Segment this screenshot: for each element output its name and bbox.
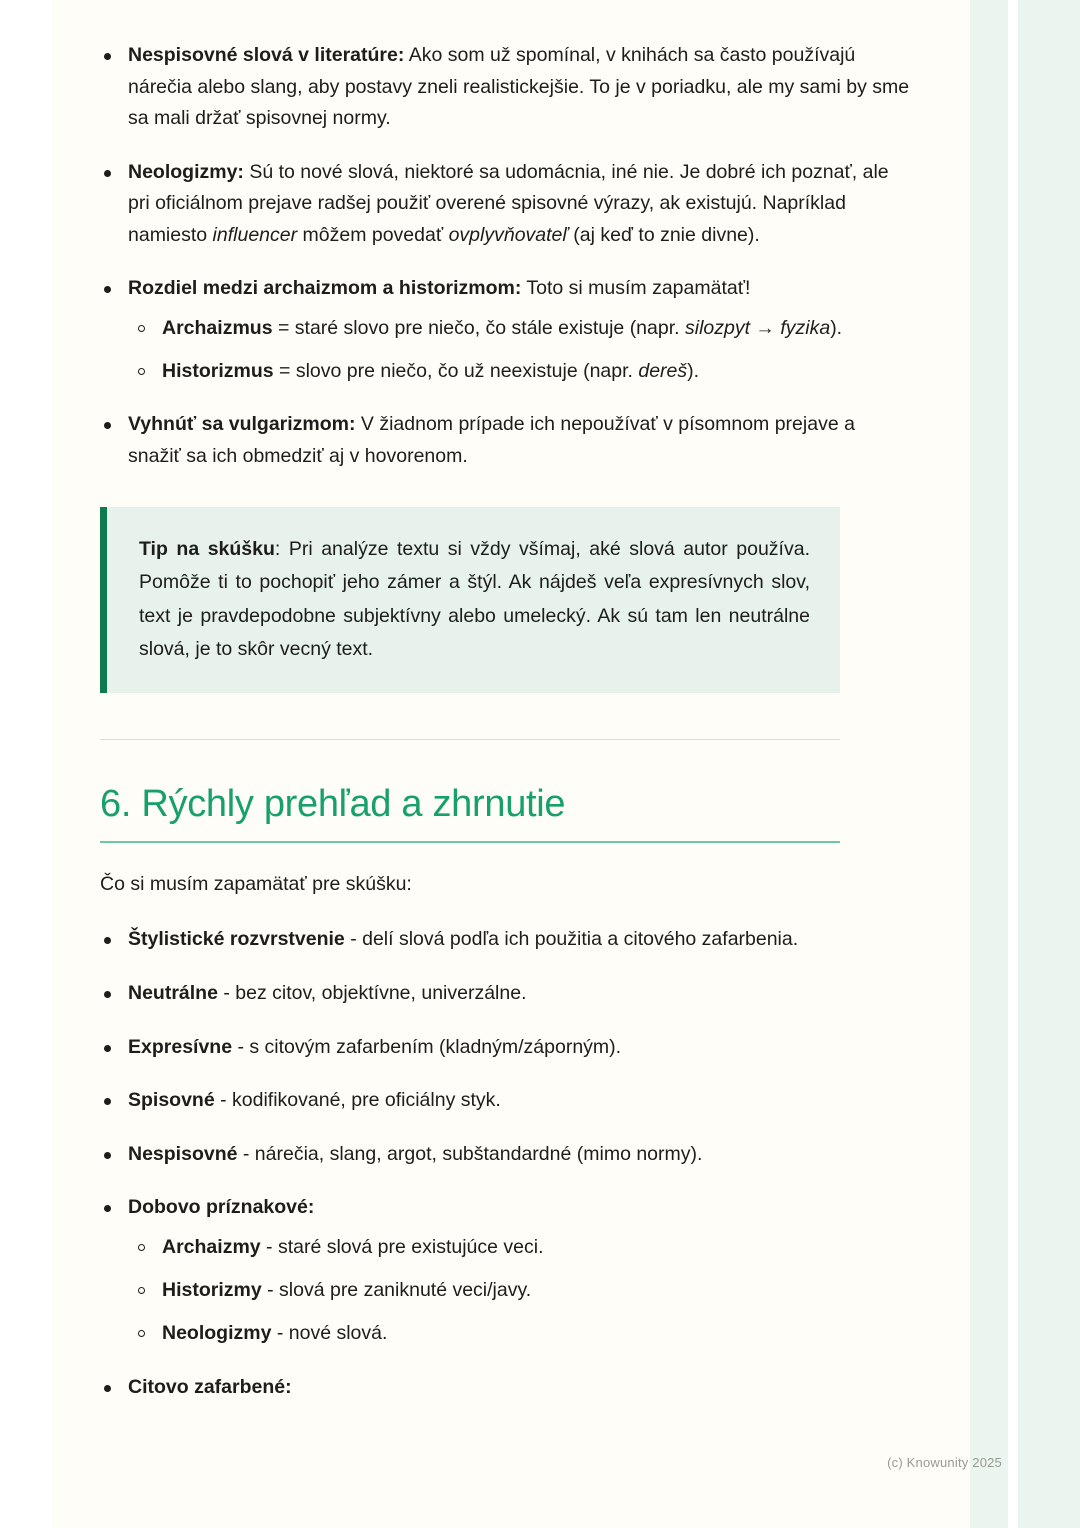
bullet-term: Rozdiel medzi archaizmom a historizmom: — [128, 277, 522, 300]
bullet-term: Nespisovné slová v literatúre: — [128, 44, 405, 66]
bullet-italic: ovplyvňovateľ — [448, 223, 568, 246]
bullet-text: - s citovým zafarbením (kladným/záporným). — [232, 1035, 622, 1058]
list-item — [92, 273, 910, 387]
bullet-term: Neutrálne — [128, 982, 218, 1005]
sub-bullet-text: - slová pre zaniknuté veci/javy. — [261, 1279, 532, 1302]
summary-bullet-list — [92, 924, 910, 1403]
bullet-term: Vyhnúť sa vulgarizmom: — [128, 413, 356, 436]
bullet-text: - kodifikované, pre oficiálny styk. — [214, 1089, 501, 1112]
list-item — [92, 40, 910, 135]
list-item — [92, 1372, 910, 1404]
bullet-text: V žiadnom prípade ich nepoužívať v písomnom prejave a snažiť sa ich obmedziť aj v hovorenom. — [128, 413, 855, 467]
list-item — [92, 157, 910, 252]
copyright-footer: (c) Knowunity 2025 — [887, 1455, 1002, 1470]
right-margin-strip — [970, 0, 1080, 1528]
bullet-term: Expresívne — [128, 1035, 233, 1058]
bullet-term: Nespisovné — [128, 1142, 238, 1165]
sub-bullet-text: = staré slovo pre niečo, čo stále existuje (napr. — [272, 317, 685, 340]
bullet-term: Štylistické rozvrstvenie — [128, 928, 345, 951]
bullet-text: Ako som už spomínal, v knihách sa často používajú nárečia alebo slang, aby postavy zneli realistickejšie. To je v poriadku, ale my sami by sme sa mali držať spisovnej normy. — [128, 44, 910, 130]
bullet-term: Spisovné — [128, 1089, 215, 1112]
list-item — [92, 1139, 910, 1171]
sub-bullet-term: Historizmy — [162, 1279, 262, 1302]
sub-bullet-italic: silozpyt → fyzika — [684, 317, 831, 340]
top-bullet-list — [92, 40, 910, 473]
bullet-text: môžem povedať — [297, 223, 449, 246]
sub-bullet-list — [128, 313, 910, 387]
bullet-text: Toto si musím zapamätať! — [521, 277, 751, 300]
list-item — [92, 1192, 910, 1349]
sub-list-item — [128, 313, 910, 344]
list-item — [92, 1085, 910, 1117]
sub-bullet-term: Historizmus — [162, 360, 274, 383]
tip-callout — [100, 507, 840, 693]
section-divider — [100, 739, 840, 740]
sub-list-item — [128, 356, 910, 387]
bullet-text: - nárečia, slang, argot, subštandardné (mimo normy). — [237, 1142, 703, 1165]
sub-list-item — [128, 1318, 910, 1349]
list-item — [92, 1032, 910, 1064]
sub-bullet-text: ). — [830, 317, 843, 340]
list-item — [92, 978, 910, 1010]
bullet-italic: influencer — [212, 223, 298, 246]
bullet-text: - bez citov, objektívne, univerzálne. — [217, 982, 527, 1005]
sub-bullet-text: ). — [687, 360, 700, 383]
sub-list-item — [128, 1232, 910, 1263]
left-margin-strip — [0, 0, 52, 1528]
sub-bullet-text: = slovo pre niečo, čo už neexistuje (napr. — [273, 360, 639, 383]
sub-bullet-text: - nové slová. — [271, 1322, 388, 1345]
tip-text: : Pri analýze textu si vždy všímaj, aké slová autor používa. Pomôže ti to pochopiť jeho zámer a štýl. Ak nájdeš veľa expresívnych slov, text je pravdepodobne subjektívny alebo umelecký. Ak sú tam len neutrálne slová, je to skôr vecný text. — [139, 537, 810, 661]
sub-list-item — [128, 1275, 910, 1306]
bullet-text: (aj keď to znie divne). — [567, 223, 760, 246]
sub-bullet-italic: dereš — [638, 360, 688, 383]
section-heading-underline — [100, 841, 840, 843]
tip-label: Tip na skúšku — [139, 537, 275, 560]
right-margin-divider — [1008, 0, 1018, 1528]
document-content — [52, 0, 970, 1528]
bullet-term: Dobovo príznakové: — [128, 1196, 315, 1219]
bullet-text: - delí slová podľa ich použitia a citového zafarbenia. — [344, 928, 799, 951]
bullet-term: Citovo zafarbené: — [128, 1375, 292, 1398]
section-heading: 6. Rýchly prehľad a zhrnutie — [100, 782, 566, 825]
sub-bullet-text: - staré slová pre existujúce veci. — [260, 1235, 544, 1258]
sub-bullet-term: Neologizmy — [162, 1322, 272, 1345]
sub-bullet-list — [128, 1232, 910, 1350]
list-item — [92, 924, 910, 956]
sub-bullet-term: Archaizmy — [162, 1235, 261, 1258]
list-item — [92, 409, 910, 472]
section-lead-text: Čo si musím zapamätať pre skúšku: — [100, 873, 412, 896]
sub-bullet-term: Archaizmus — [162, 317, 273, 340]
bullet-text: Sú to nové slová, niektoré sa udomácnia, iné nie. Je dobré ich poznať, ale pri oficiálnom prejave radšej použiť overené spisovné výrazy, ak existujú. Napríklad namiesto — [128, 160, 889, 246]
bullet-term: Neologizmy: — [128, 160, 244, 183]
